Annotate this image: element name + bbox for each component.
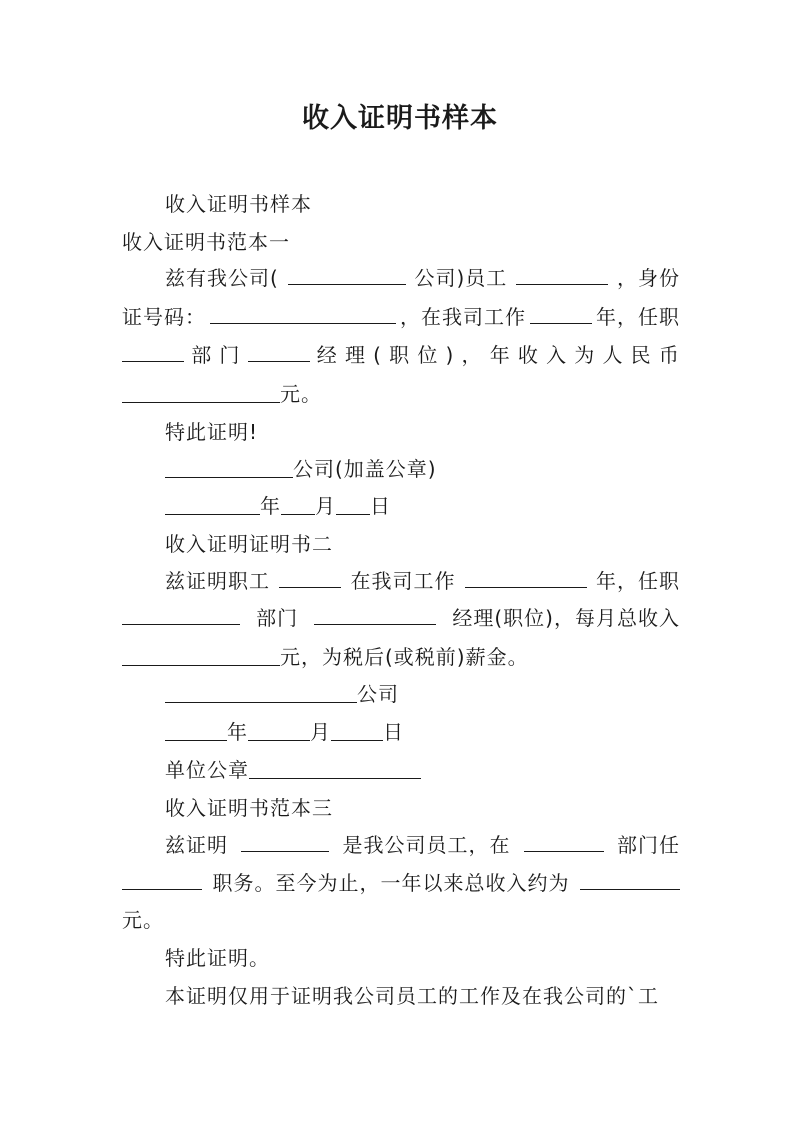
fill-blank [122,604,240,625]
text-segment: 元。 [280,382,322,406]
fill-blank [248,341,310,362]
text-char: 币 [658,343,680,367]
fill-blank [241,831,329,852]
text-char: 为 [574,343,596,367]
sample1-heading: 收入证明书范本一 [122,230,290,254]
fill-blank [580,869,680,890]
text-char: 位 [417,343,439,367]
sample1-paragraph-line3 [122,341,680,369]
text-segment: 年，任职 [596,569,680,593]
fill-blank [249,758,421,779]
sample2-heading: 收入证明证明书二 [165,532,333,556]
text-char: 年 [489,343,511,367]
sample2-paragraph-line2 [122,604,680,632]
fill-blank [279,567,341,588]
fill-blank [465,567,587,588]
section-heading: 收入证明书样本 [165,192,312,216]
text-segment: 兹证明 [165,833,228,857]
text-segment: ，在我司工作 [400,305,526,329]
text-char: 理 [344,343,366,367]
sample1-company-seal [165,455,437,483]
text-segment: 年，任职 [596,305,680,329]
text-char: 职 [389,343,411,367]
fill-blank [516,264,608,285]
sample1-paragraph-line4 [122,380,322,408]
text-char: ( [373,343,382,367]
sample3-paragraph-line1 [165,831,680,859]
text-char: ， [461,343,483,367]
fill-blank [288,264,406,285]
text-char: 入 [546,343,568,367]
text-segment: 部门 [256,606,299,630]
fill-blank [165,682,357,703]
fill-blank [248,720,310,741]
sample3-paragraph-line2 [122,869,680,897]
fill-blank [165,720,227,741]
text-segment: 单位公章 [165,758,249,782]
fill-blank [165,457,293,478]
text-segment: 部门任 [617,833,680,857]
sample2-paragraph-line3 [122,643,529,671]
text-segment: 兹证明职工 [165,569,270,593]
fill-blank [314,604,436,625]
fill-blank [122,869,202,890]
date-day-label: 日 [383,720,404,744]
text-segment: 证号码： [122,305,206,329]
sample1-closing: 特此证明! [165,420,259,444]
text-char: 部 [191,343,213,367]
date-month-label: 月 [310,720,331,744]
fill-blank [331,720,383,741]
fill-blank [210,303,396,324]
text-char: 民 [630,343,652,367]
date-year-label: 年 [227,720,248,744]
text-segment: ，身份 [617,266,680,290]
fill-blank [122,341,184,362]
sample2-company [165,680,399,708]
fill-blank [281,494,315,515]
sample3-closing: 特此证明。 [165,946,270,970]
sample1-date [165,492,391,520]
sample2-paragraph-line1 [165,567,680,595]
text-char: 收 [517,343,539,367]
text-segment: 经理(职位)，每月总收入 [452,606,680,630]
sample3-paragraph-line3: 元。 [122,908,164,932]
text-char: 经 [316,343,338,367]
fill-blank [524,831,604,852]
date-day-label: 日 [370,494,391,518]
text-char: ) [445,343,455,367]
fill-blank [122,382,280,403]
text-char: 门 [219,343,241,367]
sample3-note: 本证明仅用于证明我公司员工的工作及在我公司的`工 [165,984,659,1008]
date-month-label: 月 [315,494,336,518]
fill-blank [530,303,592,324]
text-segment: 职务。至今为止，一年以来总收入约为 [212,871,570,895]
text-segment: 公司 [357,682,399,706]
sample2-date [165,718,404,746]
text-segment: 元，为税后(或税前)薪金。 [280,645,529,669]
text-segment: 是我公司员工，在 [342,833,511,857]
text-segment: 兹有我公司( [165,266,279,290]
date-year-label: 年 [260,494,281,518]
sample2-seal [165,756,421,784]
text-char: 人 [602,343,624,367]
text-segment: 在我司工作 [350,569,456,593]
text-segment: 公司(加盖公章) [293,457,437,481]
text-segment: 公司)员工 [414,266,508,290]
fill-blank [122,645,280,666]
fill-blank [336,494,370,515]
sample1-paragraph-line1 [165,264,680,292]
sample1-paragraph-line2 [122,303,680,331]
fill-blank [165,494,260,515]
document-title: 收入证明书样本 [302,103,498,134]
sample3-heading: 收入证明书范本三 [165,796,333,820]
